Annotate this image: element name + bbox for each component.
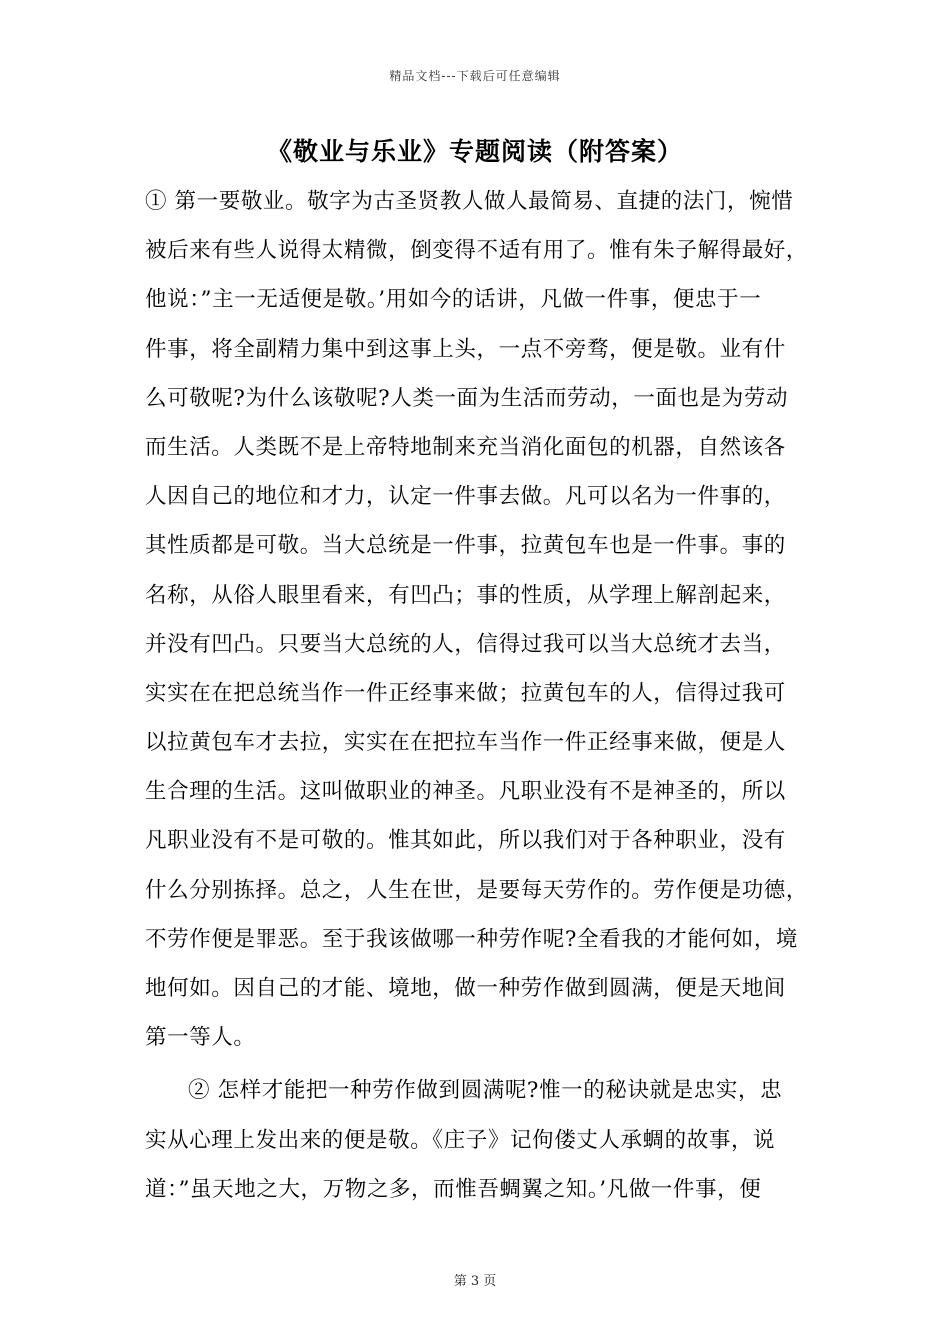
- document-title: 《敬业与乐业》专题阅读（附答案）: [266, 137, 683, 166]
- text-line: 生合理的生活。这叫做职业的神圣。凡职业没有不是神圣的，所以: [145, 779, 786, 805]
- text-line: 道：”虽天地之大，万物之多，而惟吾蜩翼之知。’凡做一件事，便: [145, 1176, 762, 1202]
- text-line: ② 怎样才能把一种劳作做到圆满呢?惟一的秘诀就是忠实，忠: [188, 1078, 783, 1104]
- text-line: 凡职业没有不是可敬的。惟其如此，所以我们对于各种职业，没有: [145, 828, 786, 854]
- document-body: [145, 182, 825, 1219]
- text-line: 什么分别拣择。总之，人生在世，是要每天劳作的。劳作便是功德，: [145, 877, 809, 903]
- text-line: 地何如。因自己的才能、境地，做一种劳作做到圆满，便是天地间: [145, 976, 786, 1001]
- text-line: 第一等人。: [145, 1025, 256, 1051]
- text-line: 他说：”主一无适便是敬。’用如今的话讲，凡做一件事，便忠于一: [145, 287, 762, 313]
- text-line: 以拉黄包车才去拉，实实在在把拉车当作一件正经事来做，便是人: [145, 730, 786, 756]
- text-line: 不劳作便是罪恶。至于我该做哪一种劳作呢?全看我的才能何如，境: [145, 926, 799, 952]
- text-line: 被后来有些人说得太精微，倒变得不适有用了。惟有朱子解得最好，: [145, 238, 809, 264]
- text-line: 实实在在把总统当作一件正经事来做；拉黄包车的人，信得过我可: [145, 680, 786, 706]
- text-line: 并没有凹凸。只要当大总统的人，信得过我可以当大总统才去当，: [145, 631, 786, 657]
- text-line: 而生活。人类既不是上帝特地制来充当消化面包的机器，自然该各: [145, 434, 786, 460]
- page-header: 精品文档---下载后可任意编辑: [389, 69, 561, 83]
- text-line: ① 第一要敬业。敬字为古圣贤教人做人最简易、直捷的法门，惋惜: [145, 189, 794, 214]
- text-line: 实从心理上发出来的便是敬。《庄子》记佝偻丈人承蜩的故事，说: [145, 1127, 776, 1153]
- text-line: 么可敬呢?为什么该敬呢?人类一面为生活而劳动，一面也是为劳动: [145, 385, 789, 411]
- page-number: 第 3 页: [453, 1274, 497, 1289]
- paragraph-1: [145, 182, 825, 1067]
- text-line: 其性质都是可敬。当大总统是一件事，拉黄包车也是一件事。事的: [145, 533, 786, 559]
- paragraph-2: [145, 1071, 825, 1219]
- text-line: 人因自己的地位和才力，认定一件事去做。凡可以名为一件事的，: [145, 484, 786, 510]
- text-line: 件事，将全副精力集中到这事上头，一点不旁骛，便是敬。业有什: [145, 336, 786, 362]
- text-line: 名称，从俗人眼里看来，有凹凸；事的性质，从学理上解剖起来，: [145, 582, 786, 608]
